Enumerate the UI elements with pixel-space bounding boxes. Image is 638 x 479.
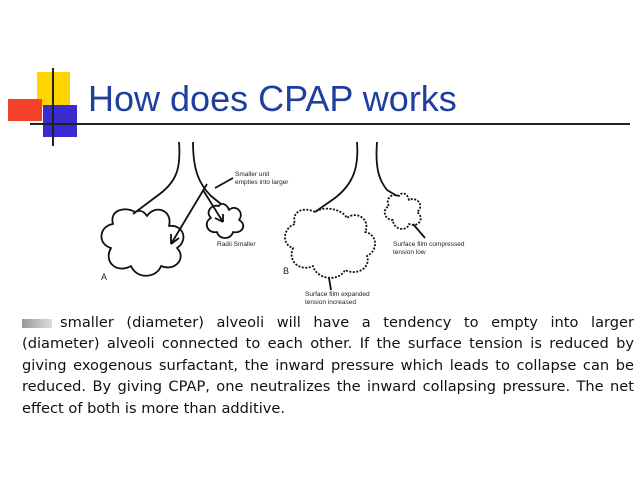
diagram-label-b: B: [283, 266, 290, 276]
alveolus-small-a: [207, 204, 244, 238]
note-a-top-1: Smaller unit: [235, 171, 270, 178]
scan-blot: [22, 319, 52, 328]
airway-b-right-wall: [376, 142, 397, 196]
alveoli-diagram: [95, 140, 515, 312]
note-b-right-2: tension low: [393, 249, 426, 256]
slide-body: [22, 312, 634, 419]
airway-b-left-wall: [315, 142, 357, 212]
pointer-b-right: [413, 224, 425, 238]
slide-body-text: smaller (diameter) alveoli will have a tendency to empty into larger (diameter) alveoli connected to each other. If the surface tension is reduced by giving exogenous surfactant, the inward pressure which leads to collapse can be reduced. By giving CPAP, one neutralizes the inward collapsing pressure. The net effect of both is more than additive.: [22, 314, 634, 417]
decor-blue-square: [43, 105, 77, 137]
pointer-b-bottom: [329, 278, 331, 290]
note-a-top-2: empties into larger: [235, 179, 289, 186]
pointer-a: [215, 178, 233, 188]
note-b-bottom-2: tension increased: [305, 299, 356, 306]
slide-title: How does CPAP works: [88, 78, 457, 119]
flow-arrow-a: [171, 184, 207, 244]
alveolus-small-b: [385, 193, 421, 229]
decor-vertical-line: [52, 68, 54, 146]
note-b-right-1: Surface film compressed: [393, 241, 465, 248]
airway-a-left-wall: [133, 142, 179, 214]
title-underline: [30, 123, 630, 125]
note-b-bottom-1: Surface film expanded: [305, 291, 370, 298]
alveolus-large-b: [285, 209, 375, 278]
airway-a-right-wall: [193, 142, 221, 204]
diagram-label-a: A: [101, 272, 108, 282]
decor-red-square: [8, 99, 42, 121]
note-a-bottom: Radii Smaller: [217, 241, 256, 248]
